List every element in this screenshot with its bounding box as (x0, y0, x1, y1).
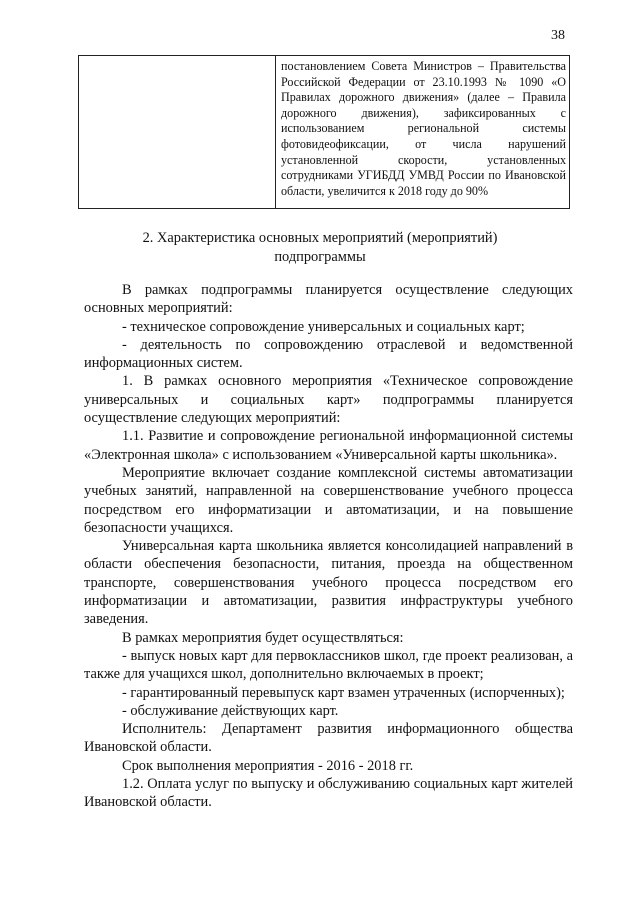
paragraph: Мероприятие включает создание комплексной системы автоматизации учебных занятий, направленной на совершенствование учебного процесса посредством его информатизации и автоматизации, и на повышение безопасности учащихся. (84, 464, 573, 536)
paragraph: В рамках мероприятия будет осуществляться: (122, 629, 404, 646)
list-item: - выпуск новых карт для первоклассников школ, где проект реализован, а также для учащихся школ, дополнительно включаемых в проект; (84, 647, 573, 683)
section-heading-line-1: 2. Характеристика основных мероприятий (мероприятий) (142, 230, 498, 246)
section-heading (80, 229, 560, 267)
subsection-paragraph: 1.1. Развитие и сопровождение региональной информационной системы «Электронная школа» с использованием «Универсальной карты школьника». (84, 428, 573, 463)
body-text (84, 281, 573, 812)
table-column-divider (275, 56, 276, 208)
paragraph: В рамках подпрограммы планируется осуществление следующих основных мероприятий: (84, 282, 573, 317)
table-right-cell: постановлением Совета Министров – Правительства Российской Федерации от 23.10.1993 № 1090 «О Правилах дорожного движения» (далее – Правила дорожного движения), зафиксированных с использованием региональной системы фотовидеофиксации, от числа нарушений установленной скорости, установленных сотрудниками УГИБДД УМВД России по Ивановской области, увеличится к 2018 году до 90% (281, 59, 566, 198)
page-number: 38 (551, 28, 565, 43)
list-item: - деятельность по сопровождению отраслевой и ведомственной информационных систем. (84, 336, 573, 372)
paragraph: Универсальная карта школьника является консолидацией направлений в области обеспечения безопасности, питания, проезда на общественном транспорте, совершенствования учебного процесса посредством его информатизации и автоматизации, развития инфраструктуры учебного заведения. (84, 538, 573, 628)
paragraph: 1. В рамках основного мероприятия «Техническое сопровождение универсальных и социальных карт» подпрограммы планируется осуществление следующих мероприятий: (84, 373, 573, 427)
paragraph: Исполнитель: Департамент развития информационного общества Ивановской области. (84, 721, 573, 756)
continuation-table (78, 55, 570, 209)
subsection-paragraph: 1.2. Оплата услуг по выпуску и обслуживанию социальных карт жителей Ивановской области. (84, 776, 573, 811)
section-heading-line-2: подпрограммы (274, 249, 366, 265)
paragraph: Срок выполнения мероприятия - 2016 - 2018 гг. (122, 757, 414, 774)
list-item: - техническое сопровождение универсальных и социальных карт; (122, 318, 525, 335)
list-item: - гарантированный перевыпуск карт взамен утраченных (испорченных); (122, 684, 565, 701)
list-item: - обслуживание действующих карт. (122, 702, 339, 719)
